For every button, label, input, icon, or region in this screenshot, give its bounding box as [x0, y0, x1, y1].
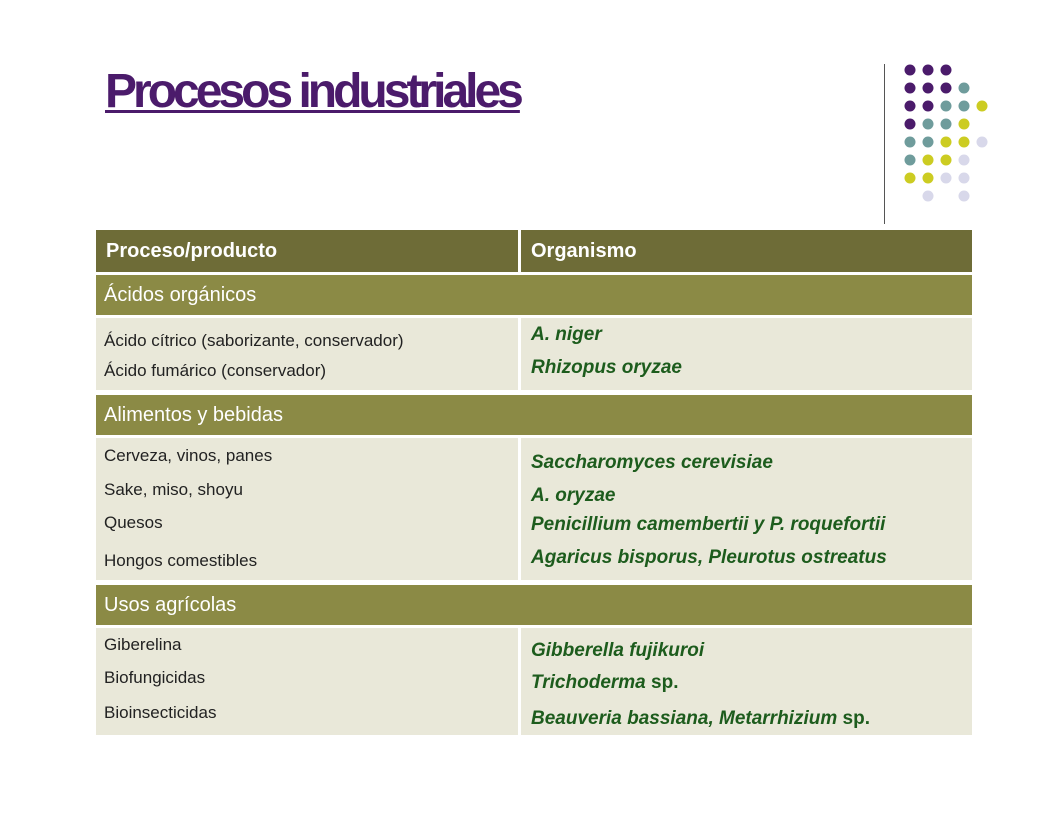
process-item: Biofungicidas [104, 668, 206, 687]
organism-item: Saccharomyces cerevisiae [531, 452, 773, 473]
section-header-food: Alimentos y bebidas [96, 395, 972, 435]
process-item: Sake, miso, shoyu [104, 480, 243, 499]
organism-item: Penicillium camembertii y P. roquefortii [531, 514, 886, 535]
organism-name: Beauveria bassiana, Metarrhizium [531, 708, 838, 729]
section-header-acids: Ácidos orgánicos [96, 275, 972, 315]
organism-item: A. niger [531, 324, 602, 345]
organism-cell-acids [521, 318, 972, 390]
page-title: Procesos industriales [105, 65, 520, 118]
organism-item: A. oryzae [531, 485, 616, 506]
organism-item: Gibberella fujikuroi [531, 640, 705, 661]
process-item: Quesos [104, 513, 163, 532]
organism-item [531, 708, 870, 730]
organism-suffix: sp. [651, 672, 679, 693]
organism-item: Agaricus bisporus, Pleurotus ostreatus [531, 547, 887, 568]
process-cell-acids [96, 318, 518, 390]
organism-item [531, 672, 678, 694]
process-item: Ácido cítrico (saborizante, conservador) [104, 331, 404, 350]
process-cell-food [96, 438, 518, 580]
process-item: Hongos comestibles [104, 551, 258, 570]
process-cell-agriculture [96, 628, 518, 735]
organism-item: Rhizopus oryzae [531, 357, 682, 378]
title-divider [884, 64, 885, 224]
column-header-process: Proceso/producto [96, 230, 518, 272]
organism-suffix: sp. [842, 708, 870, 729]
dot-grid-icon [905, 65, 988, 202]
process-item: Giberelina [104, 635, 182, 654]
column-header-organism: Organismo [521, 230, 972, 272]
process-item: Ácido fumárico (conservador) [104, 361, 327, 380]
organism-name: Trichoderma [531, 672, 646, 693]
organism-cell-food [521, 438, 972, 580]
process-item: Bioinsecticidas [104, 703, 217, 722]
section-header-agriculture: Usos agrícolas [96, 585, 972, 625]
organism-cell-agriculture [521, 628, 972, 735]
process-item: Cerveza, vinos, panes [104, 446, 273, 465]
